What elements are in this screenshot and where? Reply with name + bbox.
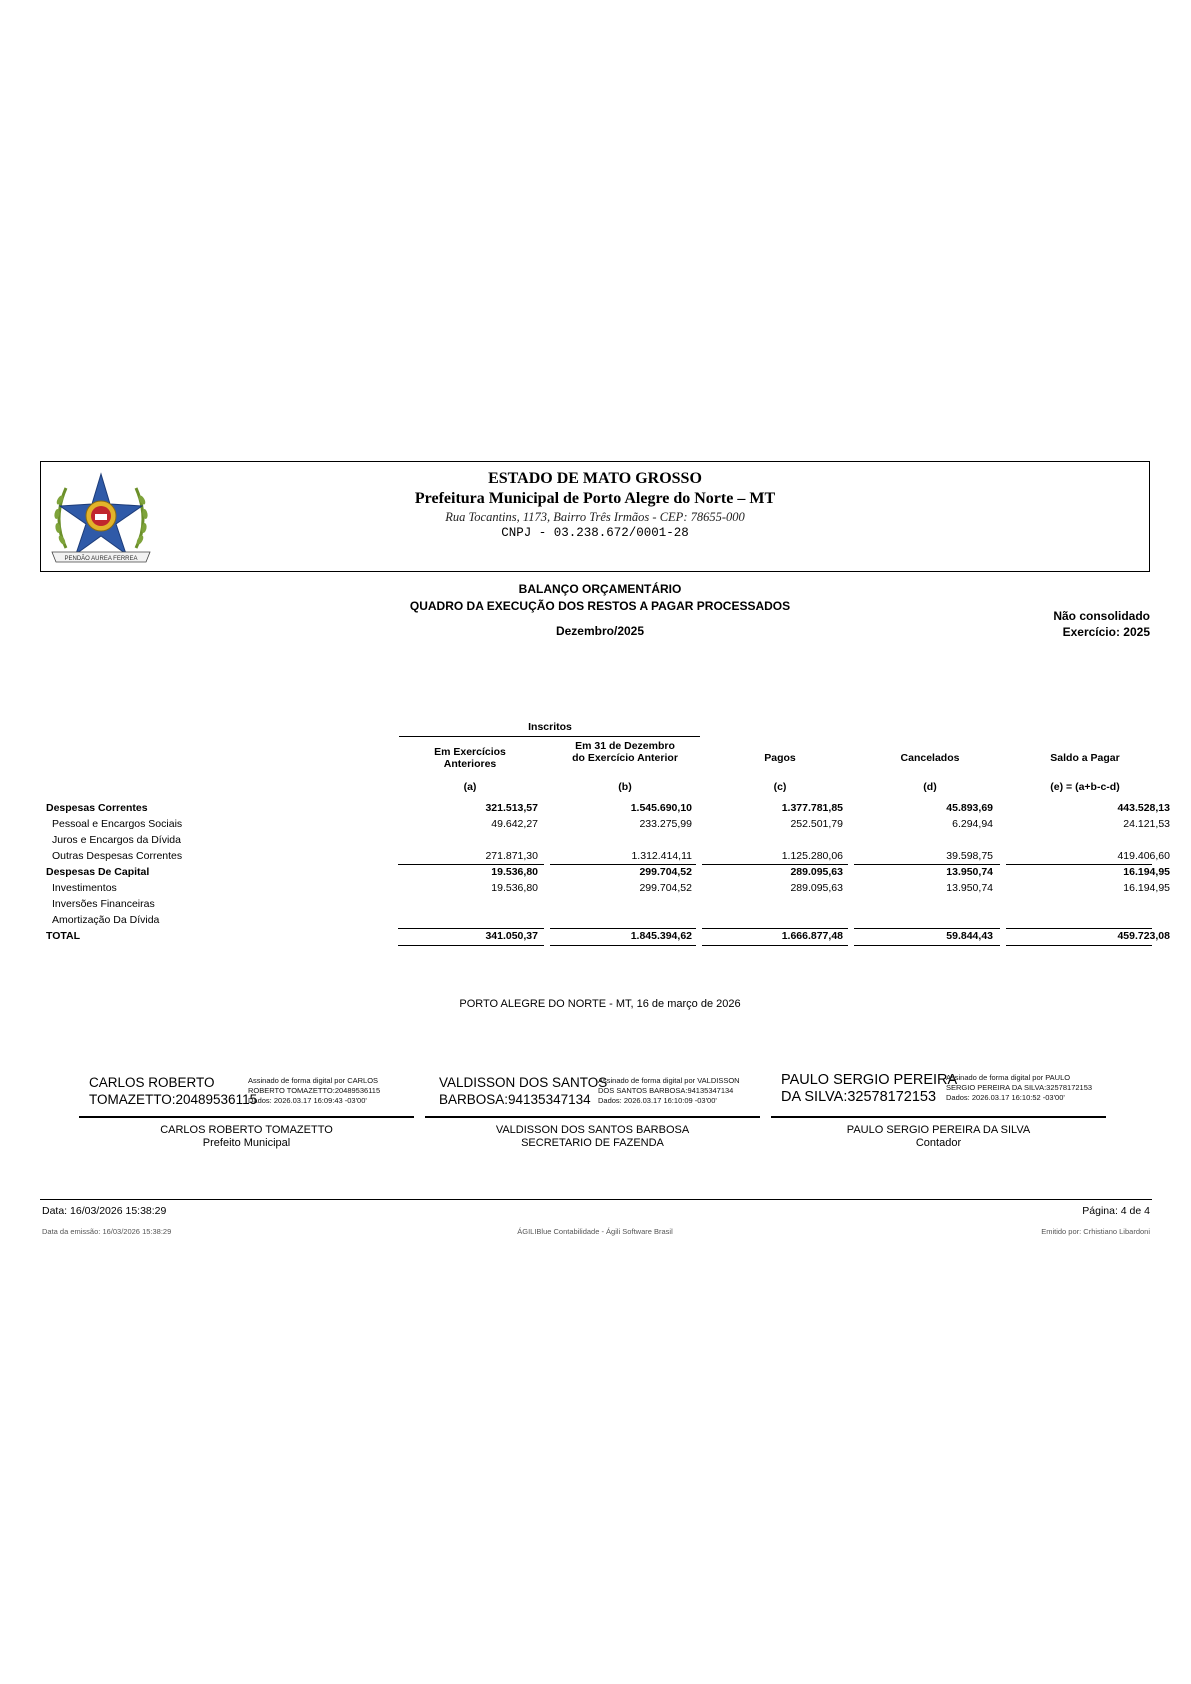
signer-role: Prefeito Municipal [202,1137,291,1149]
row-label: Investimentos [52,882,117,894]
footer-date: Data: 16/03/2026 15:38:29 [42,1205,167,1217]
table-row [40,818,1170,834]
column-rule [398,864,544,865]
stamp-name-line2: TOMAZETTO:20489536115 [89,1092,258,1107]
stamp-name-line2: DA SILVA:32578172153 [781,1089,937,1105]
cell-d: 59.844,43 [946,930,993,942]
cell-d: 45.893,69 [946,802,993,814]
table-row [40,866,1170,882]
row-label: Outras Despesas Correntes [52,850,183,862]
cell-b: 1.845.394,62 [630,930,692,942]
column-rule [550,945,696,946]
stamp-name-line2: BARBOSA:94135347134 [439,1092,591,1107]
cell-e: 459.723,08 [1117,930,1170,942]
footer-page: Página: 4 de 4 [1082,1205,1150,1217]
place-date: PORTO ALEGRE DO NORTE - MT, 16 de março de 2026 [459,998,741,1010]
cell-e: 16.194,95 [1123,882,1170,894]
header-prefecture: Prefeitura Municipal de Porto Alegre do Norte – MT [414,490,776,507]
header-cnpj: CNPJ - 03.238.672/0001-28 [501,526,689,540]
stamp-name-line1: CARLOS ROBERTO [89,1075,215,1090]
stamp-name-line1: VALDISSON DOS SANTOS [439,1075,608,1090]
cell-c: 252.501,79 [790,818,843,830]
col-header-c: Pagos [764,752,796,764]
footer-emission: Data da emissão: 16/03/2026 15:38:29 [42,1227,172,1236]
signature-stamp [439,1074,607,1108]
col-header-e: Saldo a Pagar [1050,752,1120,764]
digital-line: Assinado de forma digital por CARLOS [248,1076,379,1085]
row-label: Inversões Financeiras [52,898,155,910]
report-title: BALANÇO ORÇAMENTÁRIO [518,582,682,596]
signature-stamp [89,1074,257,1108]
digital-line: Dados: 2026.03.17 16:09:43 -03'00' [248,1096,367,1105]
column-rule [854,864,1000,865]
digital-line: SERGIO PEREIRA DA SILVA:32578172153 [946,1083,1093,1092]
row-label: Despesas De Capital [46,866,150,878]
consolidation-status: Não consolidado [1053,609,1150,623]
cell-a: 271.871,30 [485,850,538,862]
col-header-d: Cancelados [900,752,960,764]
column-rule [1006,928,1152,929]
header-address: Rua Tocantins, 1173, Bairro Três Irmãos - CEP: 78655-000 [445,510,745,524]
cell-e: 24.121,53 [1123,818,1170,830]
column-rule [702,945,848,946]
cell-c: 289.095,63 [790,882,843,894]
cell-e: 419.406,60 [1117,850,1170,862]
signer-name: CARLOS ROBERTO TOMAZETTO [160,1124,333,1136]
row-label: Amortização Da Dívida [52,914,160,926]
cell-b: 233.275,99 [639,818,692,830]
row-label: Juros e Encargos da Dívida [52,834,181,846]
column-rule [854,945,1000,946]
stamp-name-line1: PAULO SERGIO PEREIRA [781,1072,958,1088]
digital-line: Assinado de forma digital por PAULO [946,1073,1071,1082]
header-state: ESTADO DE MATO GROSSO [488,470,702,487]
group-header-rule [399,736,700,737]
column-rule [398,945,544,946]
col-code-b: (b) [618,781,632,793]
cell-b: 1.545.690,10 [630,802,692,814]
column-rule [854,928,1000,929]
signer-name: PAULO SERGIO PEREIRA DA SILVA [846,1124,1031,1136]
cell-e: 443.528,13 [1117,802,1170,814]
table-row [40,834,1152,850]
digital-signature-info [598,1076,763,1106]
cell-a: 341.050,37 [485,930,538,942]
cell-c: 1.666.877,48 [781,930,843,942]
cell-b: 299.704,52 [639,866,692,878]
cell-a: 49.642,27 [491,818,538,830]
column-rule [550,864,696,865]
col-header-b: Em 31 de Dezembro do Exercício Anterior [572,740,678,764]
cell-a: 321.513,57 [485,802,538,814]
cell-b: 299.704,52 [639,882,692,894]
cell-c: 1.377.781,85 [781,802,843,814]
cell-d: 13.950,74 [946,882,993,894]
report-period: Dezembro/2025 [555,624,645,638]
signature-stamp [781,1072,957,1106]
row-label: Pessoal e Encargos Sociais [52,818,183,830]
column-rule [1006,864,1152,865]
digital-line: Dados: 2026.03.17 16:10:52 -03'00' [946,1093,1065,1102]
cell-a: 19.536,80 [491,882,538,894]
footer-issuer: Emitido por: Crhistiano Libardoni [1041,1227,1150,1236]
cell-c: 1.125.280,06 [781,850,843,862]
cell-a: 19.536,80 [491,866,538,878]
digital-signature-info [946,1073,1116,1103]
svg-text:PENDÃO AUREA FERREA: PENDÃO AUREA FERREA [64,556,138,562]
footer-rule [40,1199,1152,1200]
digital-line: ROBERTO TOMAZETTO:20489536115 [248,1086,381,1095]
table-row [40,882,1170,898]
cell-d: 6.294,94 [952,818,993,830]
row-label: Despesas Correntes [46,802,148,814]
digital-line: DOS SANTOS BARBOSA:94135347134 [598,1086,734,1095]
digital-line: Dados: 2026.03.17 16:10:09 -03'00' [598,1096,717,1105]
column-rule [550,928,696,929]
cell-c: 289.095,63 [790,866,843,878]
column-rule [702,928,848,929]
col-header-a: Em Exercícios Anteriores [434,746,506,770]
table-row [40,898,1152,914]
signer-role: Contador [915,1137,962,1149]
row-label: TOTAL [46,930,81,942]
footer-software: ÁGILIBlue Contabilidade - Ágili Software Brasil [517,1227,673,1236]
column-rule [1006,945,1152,946]
col-code-e: (e) = (a+b-c-d) [1050,781,1120,793]
group-header-inscritos: Inscritos [528,721,572,733]
col-code-d: (d) [923,781,937,793]
column-rule [702,864,848,865]
table-row-total [40,930,1170,946]
signature-line [771,1116,1106,1118]
col-code-c: (c) [773,781,787,793]
report-subtitle: QUADRO DA EXECUÇÃO DOS RESTOS A PAGAR PROCESSADOS [409,599,791,613]
cell-b: 1.312.414,11 [631,850,692,862]
digital-line: Assinado de forma digital por VALDISSON [598,1076,740,1085]
signer-role: SECRETARIO DE FAZENDA [521,1137,664,1149]
exercise-year: Exercício: 2025 [1062,625,1150,639]
table-row [40,802,1170,818]
cell-d: 39.598,75 [946,850,993,862]
col-code-a: (a) [463,781,477,793]
cell-e: 16.194,95 [1123,866,1170,878]
signature-line [79,1116,414,1118]
signer-name: VALDISSON DOS SANTOS BARBOSA [495,1124,690,1136]
column-rule [398,928,544,929]
signature-line [425,1116,760,1118]
cell-d: 13.950,74 [946,866,993,878]
digital-signature-info [248,1076,413,1106]
